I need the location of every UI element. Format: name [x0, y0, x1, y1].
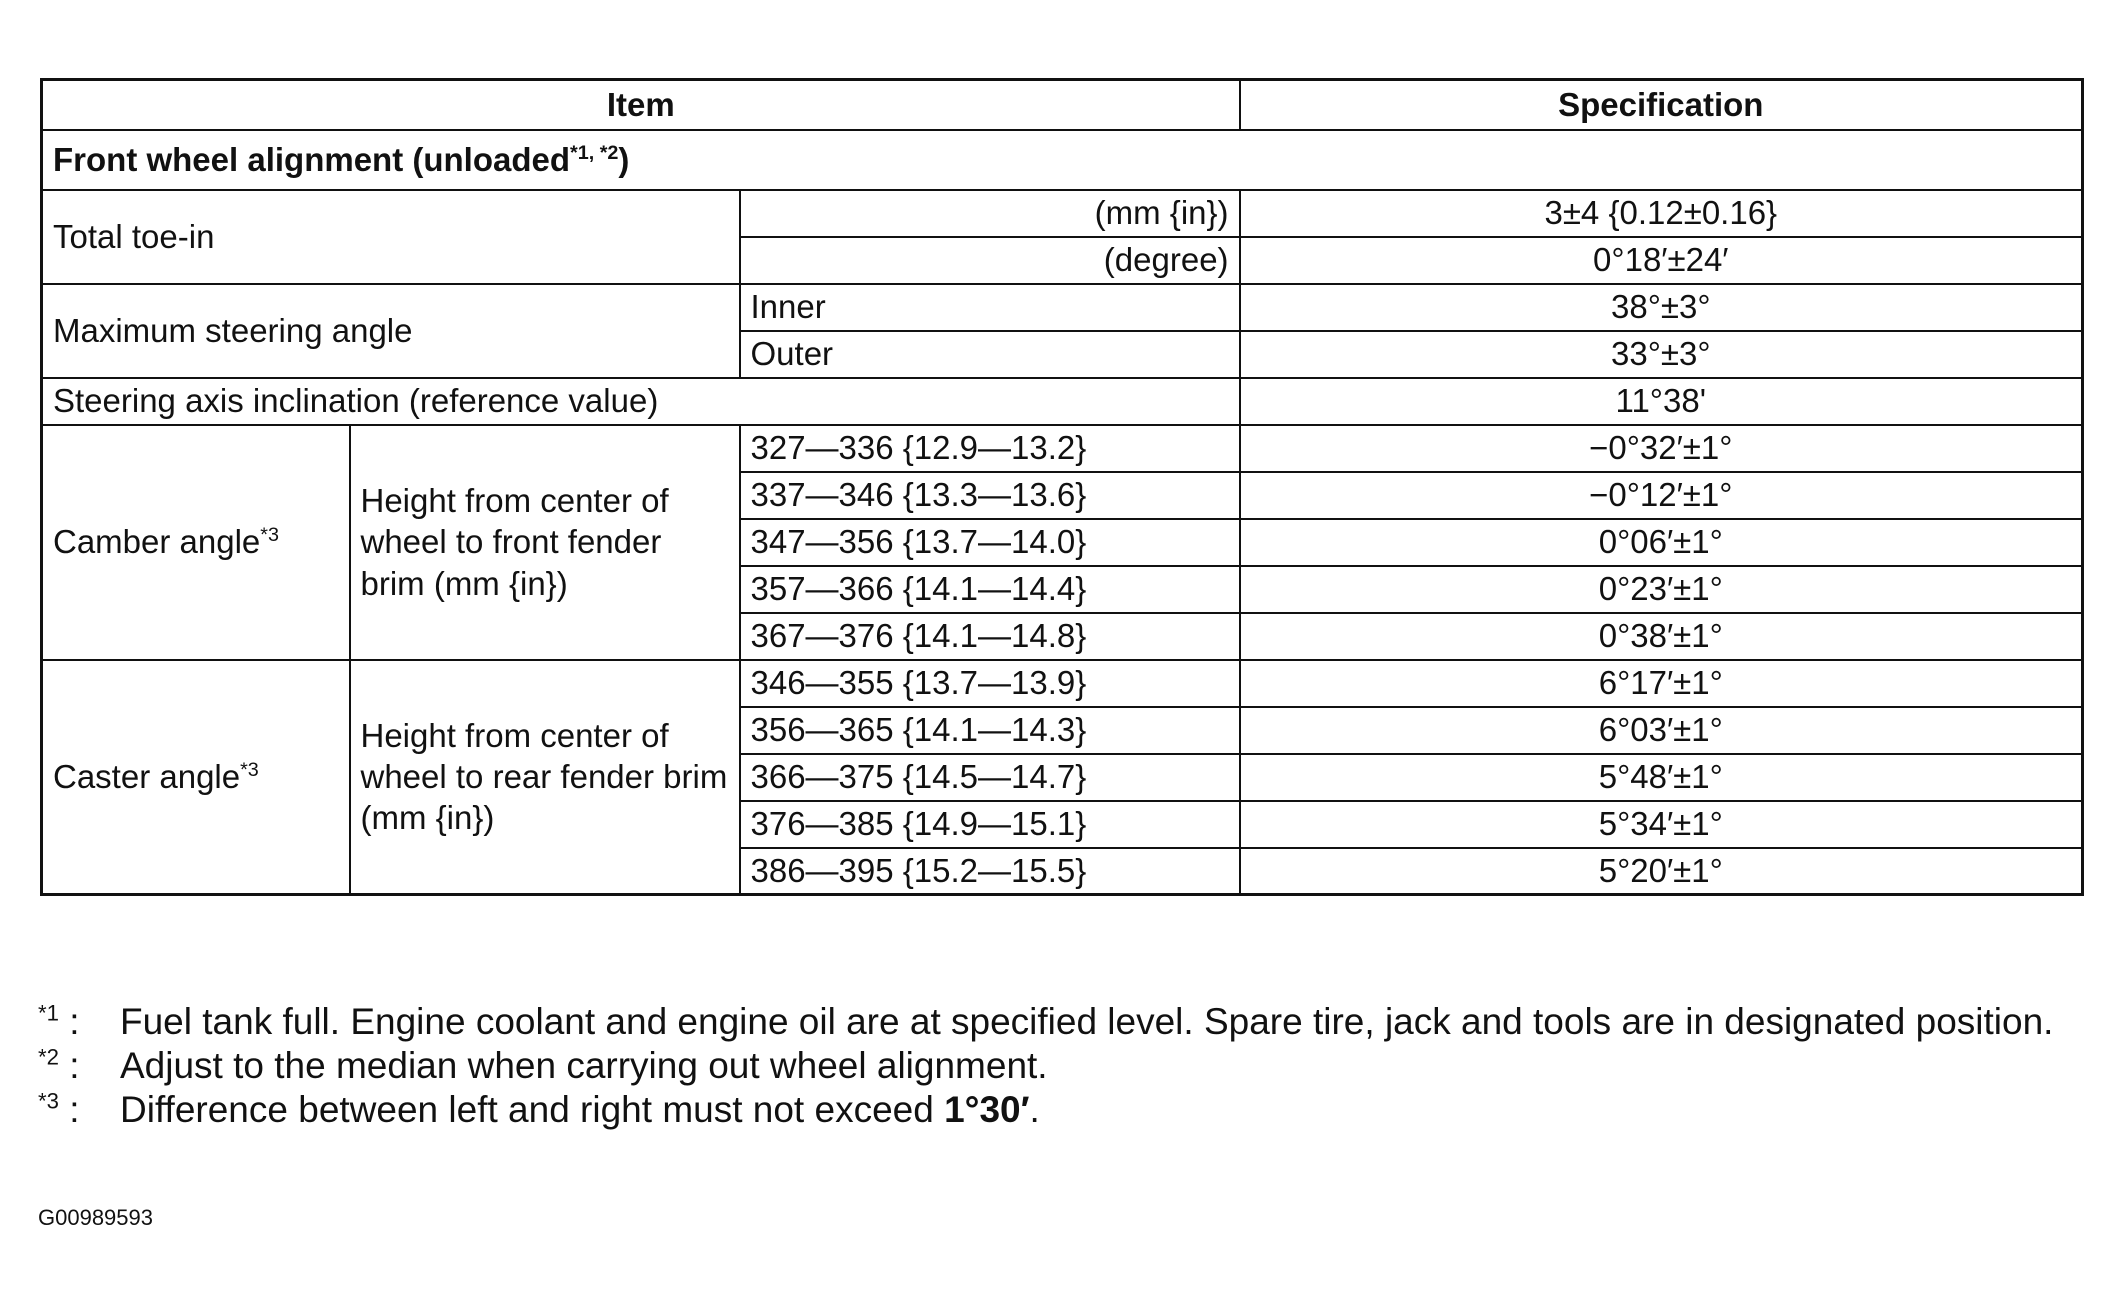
section-title: Front wheel alignment (unloaded — [53, 140, 571, 178]
toe-in-unit: (mm {in}) — [740, 190, 1240, 237]
header-item: Item — [42, 80, 1240, 130]
section-footnote-marks: *1, *2 — [570, 141, 619, 164]
footnote-text: Difference between left and right must not exceed — [120, 1089, 945, 1130]
table-header-row — [42, 80, 2083, 130]
camber-spec: 0°38′±1° — [1240, 613, 2083, 660]
caster-label-cell — [42, 660, 350, 895]
footnote-mark: *2 — [38, 1044, 59, 1070]
steering-angle-side: Outer — [740, 331, 1240, 378]
section-title-close: ) — [618, 140, 630, 178]
caster-spec: 6°03′±1° — [1240, 707, 2083, 754]
caster-height: 356—365 {14.1—14.3} — [740, 707, 1240, 754]
camber-height: 337—346 {13.3—13.6} — [740, 472, 1240, 519]
camber-height: 357—366 {14.1—14.4} — [740, 566, 1240, 613]
camber-height: 347—356 {13.7—14.0} — [740, 519, 1240, 566]
specification-table — [40, 78, 2084, 896]
section-row — [42, 130, 2083, 190]
toe-in-spec: 3±4 {0.12±0.16} — [1240, 190, 2083, 237]
caster-height: 386—395 {15.2—15.5} — [740, 848, 1240, 895]
header-specification: Specification — [1240, 80, 2083, 130]
steering-angle-spec: 38°±3° — [1240, 284, 2083, 331]
toe-in-unit: (degree) — [740, 237, 1240, 284]
footnote-end: . — [1029, 1089, 1040, 1130]
caster-footnote-mark: *3 — [240, 758, 259, 781]
footnote-mark: *3 — [38, 1088, 59, 1114]
footnote-1: $^{*1}$ : Fuel tank full. Engine coolant and engine oil are at specified level. Spare tire, jack and tools are in designated position. — [38, 1000, 2088, 1044]
camber-condition: Height from center of wheel to front fender brim (mm {in}) — [350, 425, 740, 660]
section-title-cell — [42, 130, 2083, 190]
table-row — [42, 190, 2083, 237]
camber-height: 327—336 {12.9—13.2} — [740, 425, 1240, 472]
caster-height: 346—355 {13.7—13.9} — [740, 660, 1240, 707]
caster-height: 366—375 {14.5—14.7} — [740, 754, 1240, 801]
figure-code: G00989593 — [38, 1205, 153, 1230]
table-row — [42, 660, 2083, 707]
caster-spec: 5°34′±1° — [1240, 801, 2083, 848]
table-row — [42, 284, 2083, 331]
camber-spec: 0°06′±1° — [1240, 519, 2083, 566]
table-row — [42, 425, 2083, 472]
camber-spec: −0°12′±1° — [1240, 472, 2083, 519]
footnotes — [38, 1000, 2088, 1132]
camber-footnote-mark: *3 — [260, 524, 279, 547]
camber-height: 367—376 {14.1—14.8} — [740, 613, 1240, 660]
toe-in-spec: 0°18′±24′ — [1240, 237, 2083, 284]
caster-spec: 5°20′±1° — [1240, 848, 2083, 895]
axis-inclination-spec: 11°38' — [1240, 378, 2083, 425]
toe-in-label: Total toe-in — [42, 190, 740, 284]
table-row — [42, 378, 2083, 425]
caster-condition: Height from center of wheel to rear fender brim (mm {in}) — [350, 660, 740, 895]
caster-spec: 6°17′±1° — [1240, 660, 2083, 707]
footnote-3: $^{*3}$ : Difference between left and right must not exceed 1°30′. — [38, 1088, 1040, 1130]
camber-label: Camber angle — [53, 523, 261, 561]
caster-height: 376—385 {14.9—15.1} — [740, 801, 1240, 848]
steering-angle-label: Maximum steering angle — [42, 284, 740, 378]
camber-label-cell — [42, 425, 350, 660]
axis-inclination-label: Steering axis inclination (reference value) — [42, 378, 1240, 425]
footnote-text: Adjust to the median when carrying out wheel alignment. — [120, 1045, 1048, 1086]
camber-spec: 0°23′±1° — [1240, 566, 2083, 613]
camber-spec: −0°32′±1° — [1240, 425, 2083, 472]
steering-angle-spec: 33°±3° — [1240, 331, 2083, 378]
footnote-2: $^{*2}$ : Adjust to the median when carrying out wheel alignment. — [38, 1044, 2088, 1088]
footnote-mark: *1 — [38, 1000, 59, 1026]
footnote-text: Fuel tank full. Engine coolant and engine oil are at specified level. Spare tire, jack and tools are in designated position. — [120, 1001, 2054, 1042]
caster-label: Caster angle — [53, 757, 241, 795]
steering-angle-side: Inner — [740, 284, 1240, 331]
footnote-limit-value: 1°30′ — [944, 1089, 1030, 1130]
caster-spec: 5°48′±1° — [1240, 754, 2083, 801]
